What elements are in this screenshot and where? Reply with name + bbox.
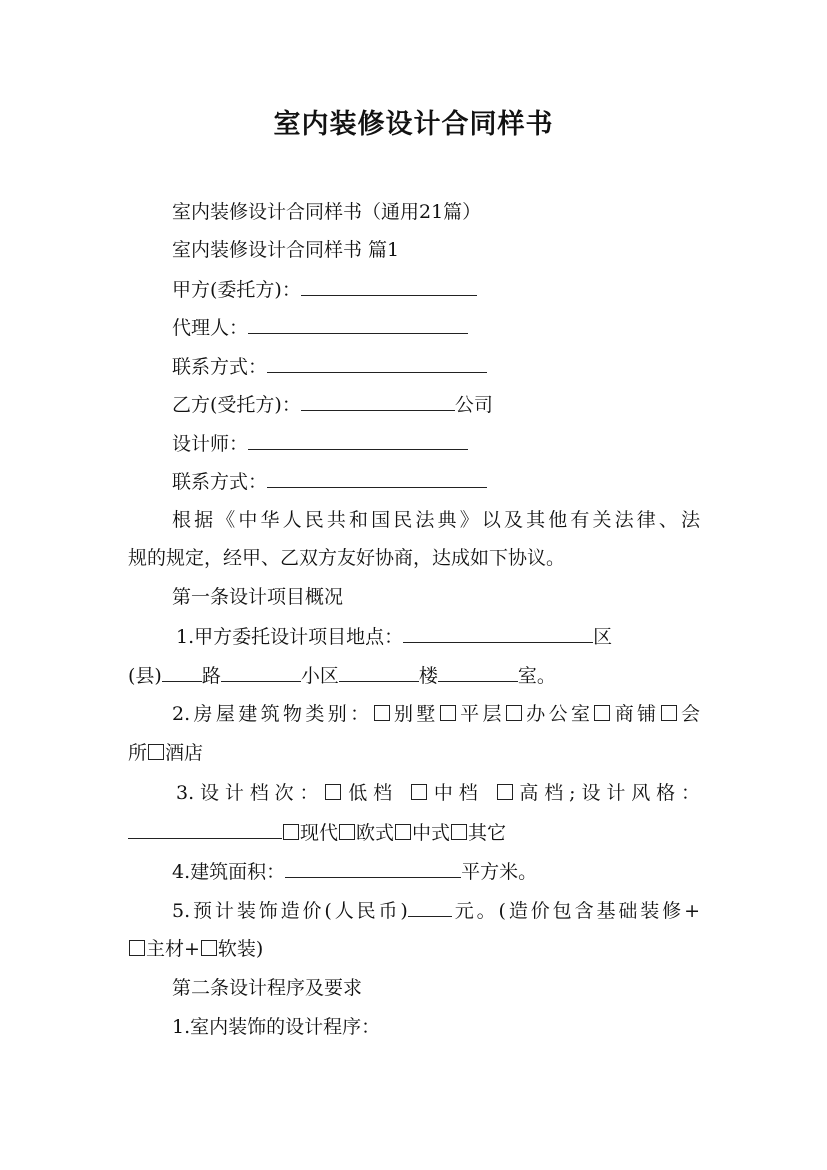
style-blank xyxy=(128,820,282,839)
checkbox-other[interactable] xyxy=(451,824,467,840)
option-hotel: 酒店 xyxy=(165,742,204,764)
item-2-label: 2.房屋建筑物类别： xyxy=(172,703,373,725)
county-text: (县) xyxy=(128,665,162,687)
style-chinese: 中式 xyxy=(412,822,451,844)
main-material-text: 主材+ xyxy=(146,938,200,960)
contact-blank-2 xyxy=(267,469,487,488)
building-text: 楼 xyxy=(418,665,438,687)
item-3-line-2 xyxy=(128,820,700,845)
designer-blank xyxy=(248,431,468,450)
party-a-line xyxy=(172,277,700,302)
designer-label: 设计师： xyxy=(172,433,249,455)
designer-line xyxy=(172,431,700,456)
option-club-start: 会 xyxy=(677,703,700,725)
article-2-heading: 第二条设计程序及要求 xyxy=(172,977,363,999)
item-2-line-1 xyxy=(172,702,700,726)
agent-label: 代理人： xyxy=(172,317,249,339)
option-office: 办公室 xyxy=(522,703,594,725)
building-blank xyxy=(339,663,419,682)
item-2-line-2 xyxy=(128,741,700,765)
checkbox-european[interactable] xyxy=(339,824,355,840)
checkbox-office[interactable] xyxy=(506,705,522,721)
item-1-line-2 xyxy=(128,663,700,688)
item-5-line-1 xyxy=(172,898,700,923)
party-b-suffix: 公司 xyxy=(454,394,493,416)
road-blank xyxy=(162,663,202,682)
community-blank xyxy=(221,663,301,682)
item-1-line-1 xyxy=(176,624,700,649)
party-a-label: 甲方(委托方)： xyxy=(172,279,301,301)
checkbox-club[interactable] xyxy=(661,705,677,721)
option-club-end: 所 xyxy=(128,742,148,764)
checkbox-low[interactable] xyxy=(325,784,341,800)
agent-blank xyxy=(248,315,468,334)
item-3-line-1 xyxy=(176,781,700,805)
checkbox-hotel[interactable] xyxy=(148,744,164,760)
area-blank xyxy=(285,859,461,878)
style-modern: 现代 xyxy=(300,822,339,844)
contact-label-1: 联系方式： xyxy=(172,356,268,378)
item-5-label: 5.预计装饰造价(人民币) xyxy=(172,900,408,922)
option-mid: 中档 xyxy=(427,782,484,804)
subtitle-line: 室内装修设计合同样书（通用21篇） xyxy=(172,201,482,223)
checkbox-high[interactable] xyxy=(497,784,513,800)
checkbox-villa[interactable] xyxy=(374,705,390,721)
basis-line-2: 规的规定，经甲、乙双方友好协商，达成如下协议。 xyxy=(128,547,566,569)
item-4-label: 4.建筑面积： xyxy=(172,861,286,883)
option-low: 低档 xyxy=(342,782,399,804)
cost-blank xyxy=(408,898,452,917)
document-title: 室内装修设计合同样书 xyxy=(273,109,554,140)
option-villa: 别墅 xyxy=(390,703,439,725)
checkbox-mid[interactable] xyxy=(411,784,427,800)
item-1-label: 1.甲方委托设计项目地点： xyxy=(176,626,404,648)
contact-line-1 xyxy=(172,354,700,379)
item-5-line-2 xyxy=(128,937,700,961)
agent-line xyxy=(172,315,700,340)
party-a-blank xyxy=(301,277,477,296)
item-3-label: 3.设计档次： xyxy=(176,782,325,804)
option-shop: 商铺 xyxy=(611,703,660,725)
checkbox-soft-decor[interactable] xyxy=(201,940,217,956)
party-b-blank xyxy=(301,392,455,411)
contact-blank-1 xyxy=(267,354,487,373)
item-4-line xyxy=(172,859,700,884)
district-text: 区 xyxy=(593,626,613,648)
chapter-line: 室内装修设计合同样书 篇1 xyxy=(172,239,400,261)
item-6-line: 1.室内装饰的设计程序： xyxy=(172,1016,381,1038)
contact-label-2: 联系方式： xyxy=(172,471,268,493)
room-text: 室。 xyxy=(517,665,556,687)
location-blank xyxy=(403,624,593,643)
party-b-label: 乙方(受托方)： xyxy=(172,394,301,416)
soft-decor-text: 软装) xyxy=(217,938,264,960)
contact-line-2 xyxy=(172,469,700,494)
article-1-heading: 第一条设计项目概况 xyxy=(172,586,344,608)
option-flat: 平层 xyxy=(456,703,505,725)
party-b-line xyxy=(172,392,700,417)
checkbox-modern[interactable] xyxy=(283,824,299,840)
style-other: 其它 xyxy=(468,822,507,844)
community-text: 小区 xyxy=(300,665,339,687)
area-unit: 平方米。 xyxy=(461,861,538,883)
room-blank xyxy=(438,663,518,682)
option-high-style: 高档;设计风格： xyxy=(513,782,700,804)
checkbox-main-material[interactable] xyxy=(129,940,145,956)
checkbox-shop[interactable] xyxy=(594,705,610,721)
checkbox-flat[interactable] xyxy=(440,705,456,721)
basis-line-1: 根据《中华人民共和国民法典》以及其他有关法律、法 xyxy=(172,509,700,531)
style-european: 欧式 xyxy=(356,822,395,844)
checkbox-chinese[interactable] xyxy=(395,824,411,840)
road-text: 路 xyxy=(201,665,221,687)
cost-unit: 元。(造价包含基础装修+ xyxy=(451,900,700,922)
